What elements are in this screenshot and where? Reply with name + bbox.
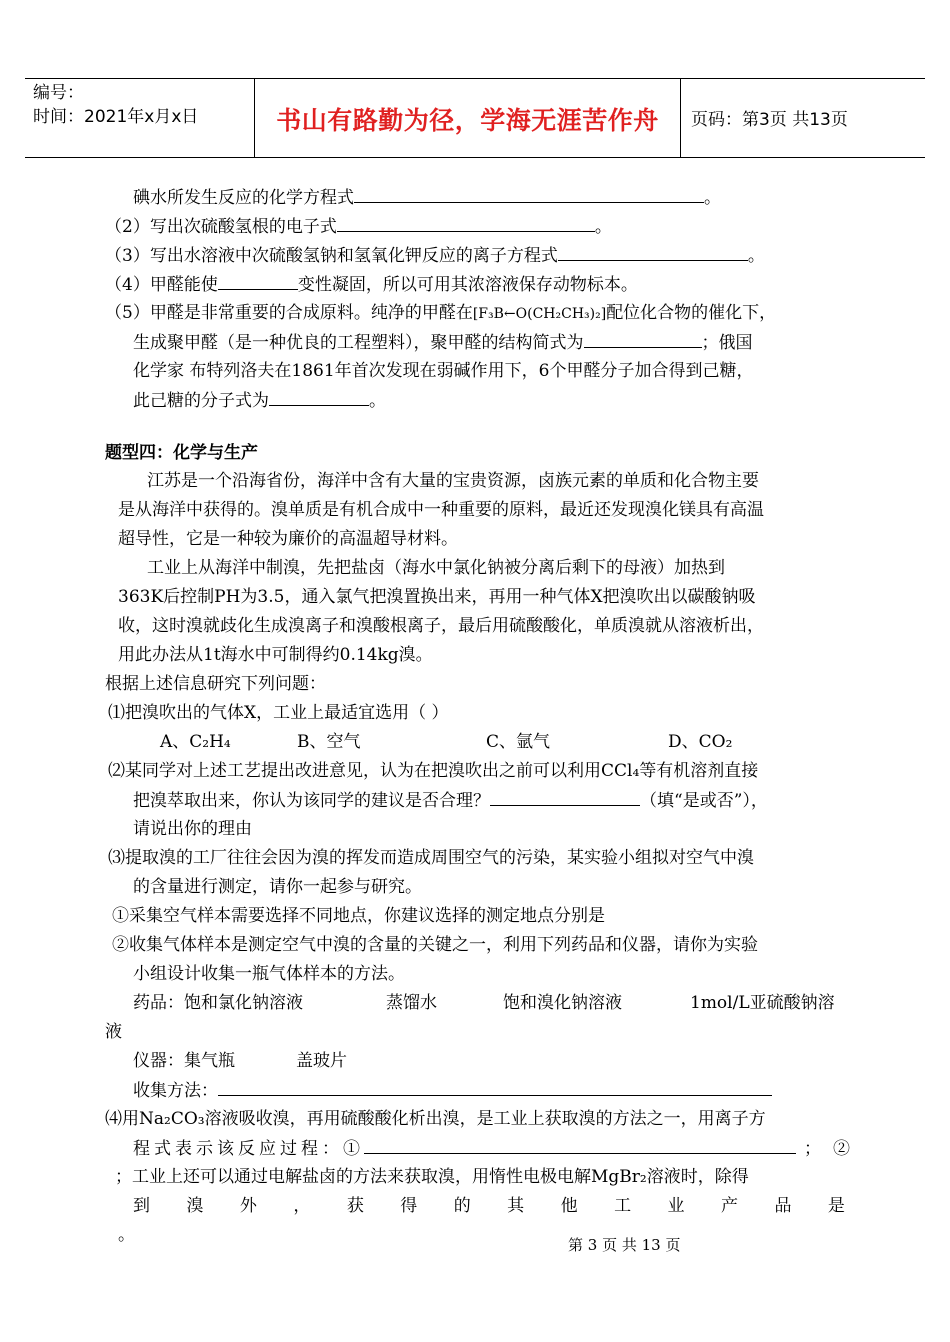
question-3: （3）写出水溶液中次硫酸氢钠和氢氧化钾反应的离子方程式 。 — [105, 246, 765, 266]
question-4-line: ⑷用Na₂CO₃溶液吸收溴，再用硫酸酸化析出溴，是工业上获取溴的方法之一，用离子方 — [105, 1109, 766, 1129]
paragraph-line: 收，这时溴就歧化生成溴离子和溴酸根离子，最后用硫酸酸化，单质溴就从溶液析出， — [118, 616, 764, 636]
answer-blank — [490, 789, 640, 806]
reagent-item: 液 — [105, 1022, 122, 1042]
reagent-item: 1mol/L亚硫酸钠溶 — [690, 993, 835, 1013]
option-a: A、C₂H₄ — [160, 732, 231, 752]
paragraph-line: 363K后控制PH为3.5，通入氯气把溴置换出来，再用一种气体X把溴吹出以碳酸钠吸 — [118, 587, 756, 607]
paragraph-line: 工业上从海洋中制溴，先把盐卤（海水中氯化钠被分离后剩下的母液）加热到 — [147, 558, 725, 578]
text-line: 生成聚甲醛（是一种优良的工程塑料），聚甲醛的结构简式为 ；俄国 — [133, 333, 753, 353]
section-title: 题型四：化学与生产 — [105, 443, 258, 463]
instrument-item: 盖玻片 — [296, 1051, 347, 1071]
paragraph-line: 超导性，它是一种较为廉价的高温超导材料。 — [118, 529, 458, 549]
answer-blank — [354, 186, 704, 203]
number-label: 编号： — [33, 83, 84, 103]
text-line: 化学家 布特列洛夫在1861年首次发现在弱碱作用下，6个甲醛分子加合得到己糖， — [133, 361, 754, 381]
question-2: （2）写出次硫酸氢根的电子式 。 — [105, 217, 612, 237]
paragraph-line: 用此办法从1t海水中可制得约0.14kg溴。 — [118, 645, 433, 665]
header-motto: 书山有路勤为径，学海无涯苦作舟 — [276, 106, 659, 135]
question-3-line: 的含量进行测定，请你一起参与研究。 — [133, 877, 422, 897]
option-c: C、氩气 — [486, 732, 551, 752]
question-3-line: ①采集空气样本需要选择不同地点，你建议选择的测定地点分别是 — [112, 906, 605, 926]
text-line: 碘水所发生反应的化学方程式 。 — [133, 188, 721, 208]
answer-blank — [269, 389, 369, 406]
question-5: （5）甲醛是非常重要的合成原料。纯净的甲醛在[F₃B←O(CH₂CH₃)₂]配位化合物的催化下， — [105, 303, 777, 323]
reagent-item: 蒸馏水 — [386, 993, 437, 1013]
option-d: D、CO₂ — [668, 732, 733, 752]
reagent-item: 饱和溴化钠溶液 — [503, 993, 622, 1013]
question-3-line: ⑶提取溴的工厂往往会因为溴的挥发而造成周围空气的污染，某实验小组拟对空气中溴 — [108, 848, 754, 868]
page-header — [25, 78, 925, 158]
answer-blank — [558, 244, 748, 261]
header-page-info: 页码：第3页 共13页 — [691, 110, 848, 130]
collection-method: 收集方法： — [133, 1079, 772, 1102]
question-4-line: 到 溴 外 ， 获 得 的 其 他 工 业 产 品 是 — [133, 1196, 845, 1216]
page-footer: 第 3 页 共 13 页 — [568, 1236, 681, 1254]
reagent-item: 药品：饱和氯化钠溶液 — [133, 993, 303, 1013]
question-4-line: 。 — [118, 1225, 135, 1245]
header-meta — [25, 79, 255, 157]
question-3-line: 小组设计收集一瓶气体样本的方法。 — [133, 964, 405, 984]
question-3-line: ②收集气体样本是测定空气中溴的含量的关键之一，利用下列药品和仪器，请你为实验 — [112, 935, 758, 955]
paragraph-line: 江苏是一个沿海省份，海洋中含有大量的宝贵资源，卤族元素的单质和化合物主要 — [147, 471, 759, 491]
text-line: 此己糖的分子式为 。 — [133, 391, 386, 411]
option-b: B、空气 — [297, 732, 361, 752]
answer-blank — [218, 1079, 772, 1096]
question-1: ⑴把溴吹出的气体X，工业上最适宜选用（ ） — [108, 703, 449, 723]
answer-blank — [218, 273, 298, 290]
answer-blank — [337, 215, 595, 232]
question-2-line: 把溴萃取出来，你认为该同学的建议是否合理？ （填“是或否”）， — [133, 791, 768, 811]
catalyst-formula: [F₃B←O(CH₂CH₃)₂] — [472, 306, 607, 322]
paragraph-line: 是从海洋中获得的。溴单质是有机合成中一种重要的原料，最近还发现溴化镁具有高温 — [118, 500, 764, 520]
question-2-line: 请说出你的理由 — [133, 819, 252, 839]
answer-blank — [364, 1137, 796, 1154]
answer-blank — [584, 331, 702, 348]
header-divider — [680, 79, 681, 157]
question-4-line: 程式表示该反应过程：① ；② — [133, 1139, 862, 1159]
question-4: （4）甲醛能使 变性凝固，所以可用其浓溶液保存动物标本。 — [105, 275, 638, 295]
paragraph-line: 根据上述信息研究下列问题： — [105, 674, 326, 694]
instrument-item: 仪器：集气瓶 — [133, 1051, 235, 1071]
time-label: 时间：2021年x月x日 — [33, 107, 199, 127]
question-2-line: ⑵某同学对上述工艺提出改进意见，认为在把溴吹出之前可以利用CCl₄等有机溶剂直接 — [108, 761, 759, 781]
question-4-line: ；工业上还可以通过电解盐卤的方法来获取溴，用惰性电极电解MgBr₂溶液时，除得 — [115, 1167, 749, 1187]
